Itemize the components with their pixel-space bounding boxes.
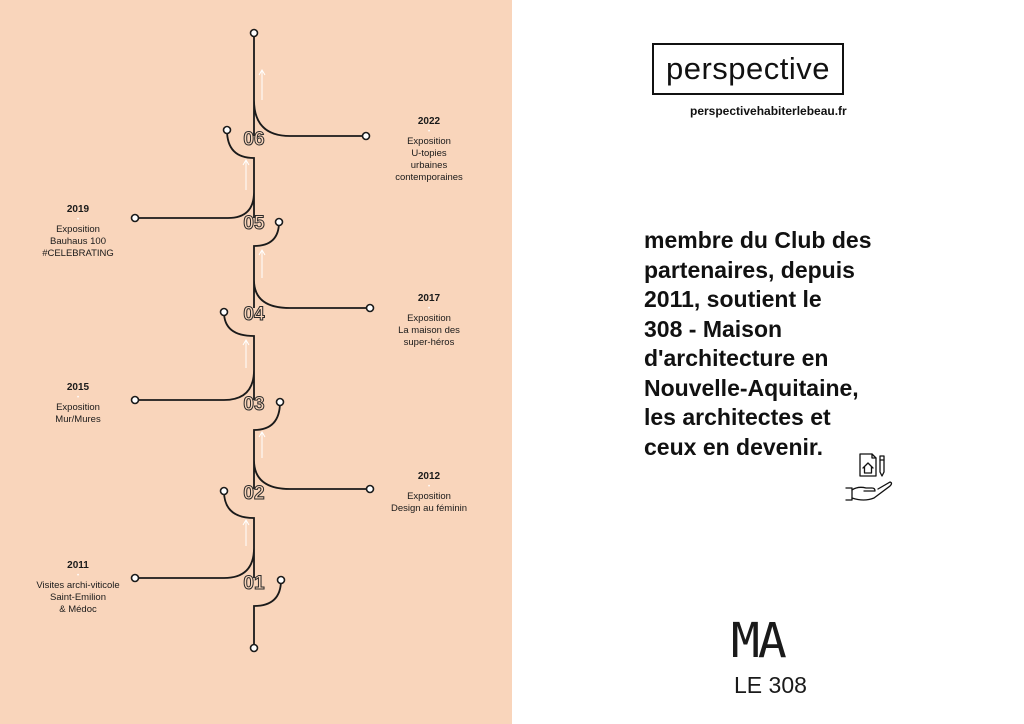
event-tick: • <box>427 129 431 135</box>
event-description: Exposition La maison des super-héros <box>398 313 460 348</box>
up-arrow-icon <box>243 520 249 546</box>
event-year: 2019 <box>66 204 90 215</box>
partner-url[interactable]: perspectivehabiterlebeau.fr <box>690 104 847 118</box>
event-tick: • <box>76 217 80 223</box>
timeline-dot <box>276 219 283 226</box>
event-year: 2015 <box>66 382 90 393</box>
event-tick: • <box>76 573 80 579</box>
ma-logo: MA <box>731 613 785 669</box>
partner-statement: membre du Club des partenaires, depuis 2011, soutient le 308 - Maison d'architecture en Nouvelle-Aquitaine, les architectes et ceux en devenir. <box>644 227 872 460</box>
timeline-dot <box>221 488 228 495</box>
timeline-event <box>369 471 489 515</box>
timeline-trunk <box>135 33 370 648</box>
timeline-number: 02 <box>243 483 265 504</box>
timeline-dot <box>277 399 284 406</box>
timeline-end-dot <box>251 645 258 652</box>
event-description: Exposition Mur/Mures <box>55 402 101 425</box>
perspective-logo-text: perspective <box>665 51 831 86</box>
timeline-event <box>18 204 138 260</box>
perspective-logo <box>652 43 844 95</box>
timeline-number: 03 <box>243 394 265 415</box>
up-arrow-icon <box>259 70 265 100</box>
event-year: 2017 <box>417 293 441 304</box>
event-description: Exposition Design au féminin <box>390 491 468 514</box>
timeline-dot <box>224 127 231 134</box>
up-arrow-icon <box>259 250 265 278</box>
event-year: 2012 <box>417 471 441 482</box>
timeline-number: 06 <box>243 129 265 150</box>
event-year: 2022 <box>417 116 441 127</box>
up-arrow-icon <box>243 340 249 368</box>
up-arrow-icon <box>259 432 265 458</box>
event-description: Exposition Bauhaus 100 #CELEBRATING <box>42 224 114 259</box>
event-tick: • <box>76 395 80 401</box>
timeline-event <box>18 382 138 426</box>
house-in-hand-icon <box>842 450 898 508</box>
event-description: Exposition U-topies urbaines contemporaines <box>395 136 463 183</box>
timeline-dot <box>278 577 285 584</box>
timeline-event <box>18 560 138 616</box>
event-year: 2011 <box>67 560 89 571</box>
event-tick: • <box>427 484 431 490</box>
timeline-number: 05 <box>243 213 265 234</box>
timeline-event <box>369 293 489 349</box>
timeline-dot <box>221 309 228 316</box>
up-arrow-icon <box>243 160 249 190</box>
timeline-start-dot <box>251 30 258 37</box>
event-tick: • <box>427 306 431 312</box>
timeline-number: 04 <box>243 304 265 325</box>
timeline-number: 01 <box>243 573 265 594</box>
timeline-event <box>369 116 489 184</box>
ma-logo-subtitle: LE 308 <box>734 672 807 698</box>
event-description: Visites archi-viticole Saint-Emilion & Médoc <box>36 580 120 615</box>
